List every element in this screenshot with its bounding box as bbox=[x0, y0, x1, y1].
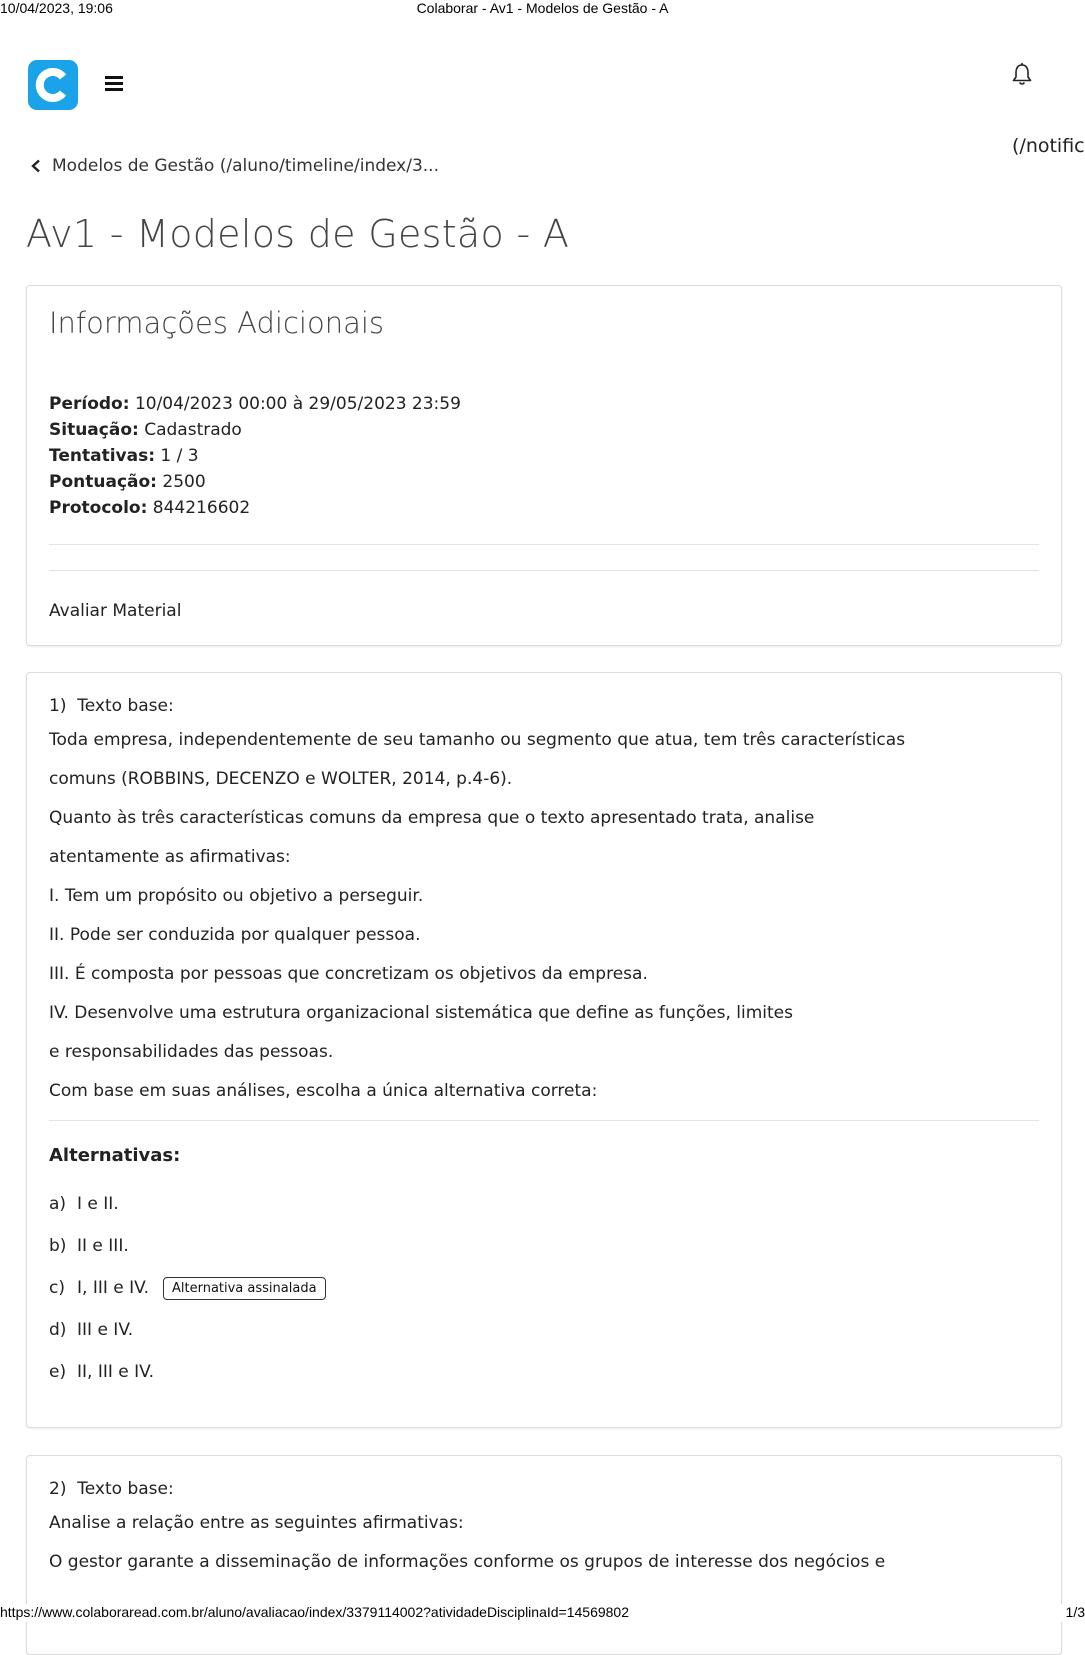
breadcrumb-label: Modelos de Gestão (/aluno/timeline/index/3... bbox=[52, 156, 439, 176]
info-card-title: Informações Adicionais bbox=[49, 306, 385, 340]
alternatives-title: Alternativas: bbox=[49, 1145, 181, 1166]
question-line: III. É composta por pessoas que concretizam os objetivos da empresa. bbox=[49, 964, 648, 984]
question-card-1 bbox=[26, 672, 1062, 1428]
divider bbox=[49, 570, 1039, 571]
alternative-text: II e III. bbox=[77, 1236, 129, 1256]
alternative-c[interactable] bbox=[49, 1267, 326, 1309]
divider bbox=[49, 1120, 1039, 1121]
question-card-2 bbox=[26, 1455, 1062, 1655]
question-number: 1) bbox=[49, 696, 67, 716]
question-line: II. Pode ser conduzida por qualquer pessoa. bbox=[49, 925, 421, 945]
print-footer bbox=[0, 1604, 1085, 1622]
info-fields bbox=[49, 391, 461, 521]
selected-alternative-badge: Alternativa assinalada bbox=[163, 1277, 326, 1300]
print-header bbox=[0, 0, 1085, 16]
alternative-d[interactable] bbox=[49, 1309, 326, 1351]
alternative-text: I, III e IV. bbox=[77, 1278, 149, 1298]
info-field-pontuacao: Pontuação: 2500 bbox=[49, 472, 206, 492]
info-field-tentativas: Tentativas: 1 / 3 bbox=[49, 446, 199, 466]
question-line: Toda empresa, independentemente de seu tamanho ou segmento que atua, tem três características bbox=[49, 730, 906, 750]
alternative-text: I e II. bbox=[77, 1194, 119, 1214]
additional-info-card bbox=[26, 285, 1062, 646]
alternative-letter: e) bbox=[49, 1362, 67, 1382]
alternative-a[interactable] bbox=[49, 1183, 326, 1225]
colaborar-logo-icon[interactable] bbox=[28, 60, 78, 110]
info-field-protocolo: Protocolo: 844216602 bbox=[49, 498, 251, 518]
question-text bbox=[49, 1504, 1049, 1582]
question-line: I. Tem um propósito ou objetivo a perseguir. bbox=[49, 886, 424, 906]
question-line: e responsabilidades das pessoas. bbox=[49, 1042, 334, 1062]
hamburger-menu-icon[interactable] bbox=[104, 73, 124, 93]
notifications-link[interactable]: (/notific bbox=[1012, 135, 1085, 157]
breadcrumb[interactable] bbox=[30, 156, 439, 176]
alternative-e[interactable] bbox=[49, 1351, 326, 1393]
question-line: Analise a relação entre as seguintes afirmativas: bbox=[49, 1513, 464, 1533]
page-title: Av1 - Modelos de Gestão - A bbox=[26, 212, 570, 256]
question-heading bbox=[49, 696, 174, 716]
bell-icon[interactable] bbox=[1011, 62, 1033, 86]
question-line: Com base em suas análises, escolha a única alternativa correta: bbox=[49, 1081, 598, 1101]
alternative-text: III e IV. bbox=[77, 1320, 134, 1340]
alternative-text: II, III e IV. bbox=[77, 1362, 154, 1382]
question-line: comuns (ROBBINS, DECENZO e WOLTER, 2014, p.4-6). bbox=[49, 769, 513, 789]
question-text bbox=[49, 721, 1049, 1111]
info-field-situacao: Situação: Cadastrado bbox=[49, 420, 242, 440]
question-heading bbox=[49, 1479, 174, 1499]
question-line: atentamente as afirmativas: bbox=[49, 847, 291, 867]
divider bbox=[49, 544, 1039, 545]
question-line: O gestor garante a disseminação de informações conforme os grupos de interesse dos negócios e bbox=[49, 1552, 886, 1572]
chevron-left-icon bbox=[30, 159, 42, 173]
avaliar-material-link[interactable]: Avaliar Material bbox=[49, 601, 182, 621]
alternatives-list bbox=[49, 1183, 326, 1393]
question-heading-label: Texto base: bbox=[77, 696, 174, 716]
print-datetime: 10/04/2023, 19:06 bbox=[0, 0, 113, 16]
question-line: IV. Desenvolve uma estrutura organizacional sistemática que define as funções, limites bbox=[49, 1003, 793, 1023]
print-doc-title: Colaborar - Av1 - Modelos de Gestão - A bbox=[416, 0, 669, 16]
alternative-letter: d) bbox=[49, 1320, 67, 1340]
question-number: 2) bbox=[49, 1479, 67, 1499]
print-page-number: 1/3 bbox=[1065, 1604, 1085, 1620]
alternative-b[interactable] bbox=[49, 1225, 326, 1267]
alternative-letter: a) bbox=[49, 1194, 67, 1214]
question-heading-label: Texto base: bbox=[77, 1479, 174, 1499]
alternative-letter: b) bbox=[49, 1236, 67, 1256]
print-url: https://www.colaboraread.com.br/aluno/avaliacao/index/3379114002?atividadeDisciplinaId=14569802 bbox=[0, 1604, 630, 1620]
alternative-letter: c) bbox=[49, 1278, 65, 1298]
info-field-periodo: Período: 10/04/2023 00:00 à 29/05/2023 23:59 bbox=[49, 394, 461, 414]
question-line: Quanto às três características comuns da empresa que o texto apresentado trata, analise bbox=[49, 808, 815, 828]
